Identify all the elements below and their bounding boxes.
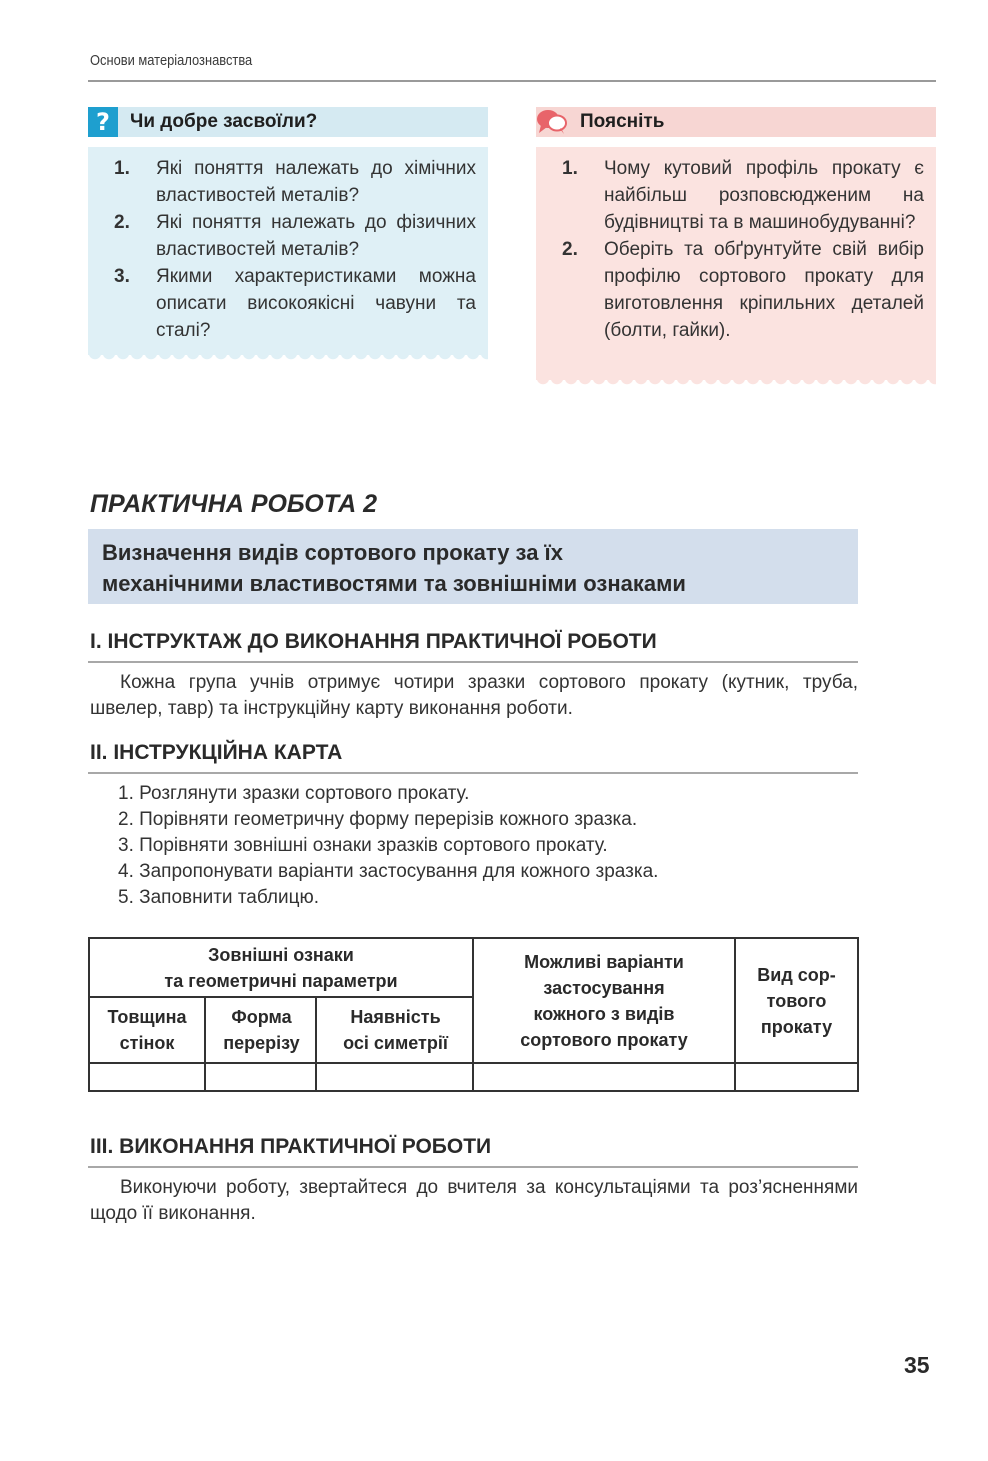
explain-questions: [562, 155, 924, 344]
table-header-symmetry: Наявність осі симетрії: [343, 1007, 448, 1053]
chat-bubbles-icon: [536, 107, 568, 137]
review-box-body: [88, 147, 488, 355]
review-box-title: Чи добре засвоїли?: [130, 111, 318, 132]
explain-box: [536, 107, 936, 382]
review-box-title-bar: [88, 107, 488, 137]
review-question: 1. Які поняття належать до хімічних властивостей металів?: [114, 158, 476, 206]
section-2-rule: [88, 772, 858, 774]
explain-question: 2. Оберіть та обґрунтуйте свій вибір профілю сортового прокату для виготовлення кріпильних деталей (болти, гайки).: [562, 239, 924, 341]
explain-question: 1. Чому кутовий профіль прокату є найбільш розповсюдженим на будівництві та в машинобудуванні?: [562, 158, 924, 233]
review-question: 2. Які поняття належать до фізичних властивостей металів?: [114, 212, 476, 260]
results-table: [88, 937, 859, 1092]
section-3-title: ІІІ. ВИКОНАННЯ ПРАКТИЧНОЇ РОБОТИ: [90, 1135, 492, 1158]
header-rule: [88, 80, 936, 82]
instruction-step: 4. Запропонувати варіанти застосування для кожного зразка.: [118, 861, 659, 882]
practical-work-title: ПРАКТИЧНА РОБОТА 2: [90, 490, 377, 518]
review-box: [88, 107, 488, 357]
review-questions: [114, 155, 476, 344]
explain-box-body: [536, 147, 936, 380]
practical-work-subtitle-box: [88, 529, 858, 604]
section-1-rule: [88, 661, 858, 663]
explain-box-title: Поясніть: [580, 111, 665, 132]
table-header-type: Вид сор- тового прокату: [757, 964, 836, 1037]
table-header-shape: Форма перерізу: [223, 1007, 300, 1053]
table-header-group: Зовнішні ознаки та геометричні параметри: [164, 944, 398, 991]
review-question: 3. Якими характеристиками можна описати високоякісні чавуни та сталі?: [114, 266, 476, 341]
instruction-steps: [118, 781, 658, 911]
table-header-thickness: Товщина стінок: [107, 1007, 187, 1053]
section-2-title: ІІ. ІНСТРУКЦІЙНА КАРТА: [90, 741, 343, 764]
running-header: Основи матеріалознавства: [90, 52, 253, 69]
section-1-text: Кожна група учнів отримує чотири зразки сортового прокату (кутник, труба, швелер, тавр) та інструкційну карту виконання роботи.: [90, 672, 858, 719]
instruction-step: 5. Заповнити таблицю.: [118, 887, 320, 908]
explain-box-title-bar: [536, 107, 936, 137]
instruction-step: 2. Порівняти геометричну форму перерізів кожного зразка.: [118, 809, 638, 830]
section-1-title: І. ІНСТРУКТАЖ ДО ВИКОНАННЯ ПРАКТИЧНОЇ РОБОТИ: [90, 630, 657, 653]
instruction-step: 3. Порівняти зовнішні ознаки зразків сортового прокату.: [118, 835, 608, 856]
instruction-step: 1. Розглянути зразки сортового прокату.: [118, 783, 470, 804]
section-3-rule: [88, 1166, 858, 1168]
table-header-applications: Можливі варіанти застосування кожного з видів сортового прокату: [520, 951, 688, 1050]
question-icon: ?: [88, 107, 118, 137]
section-3-text: Виконуючи роботу, звертайтеся до вчителя за консультаціями та роз’ясненнями щодо її виконання.: [90, 1177, 858, 1224]
practical-work-subtitle: Визначення видів сортового прокату за їх механічними властивостями та зовнішніми ознаками: [102, 540, 686, 596]
page-number: 35: [904, 1352, 930, 1378]
